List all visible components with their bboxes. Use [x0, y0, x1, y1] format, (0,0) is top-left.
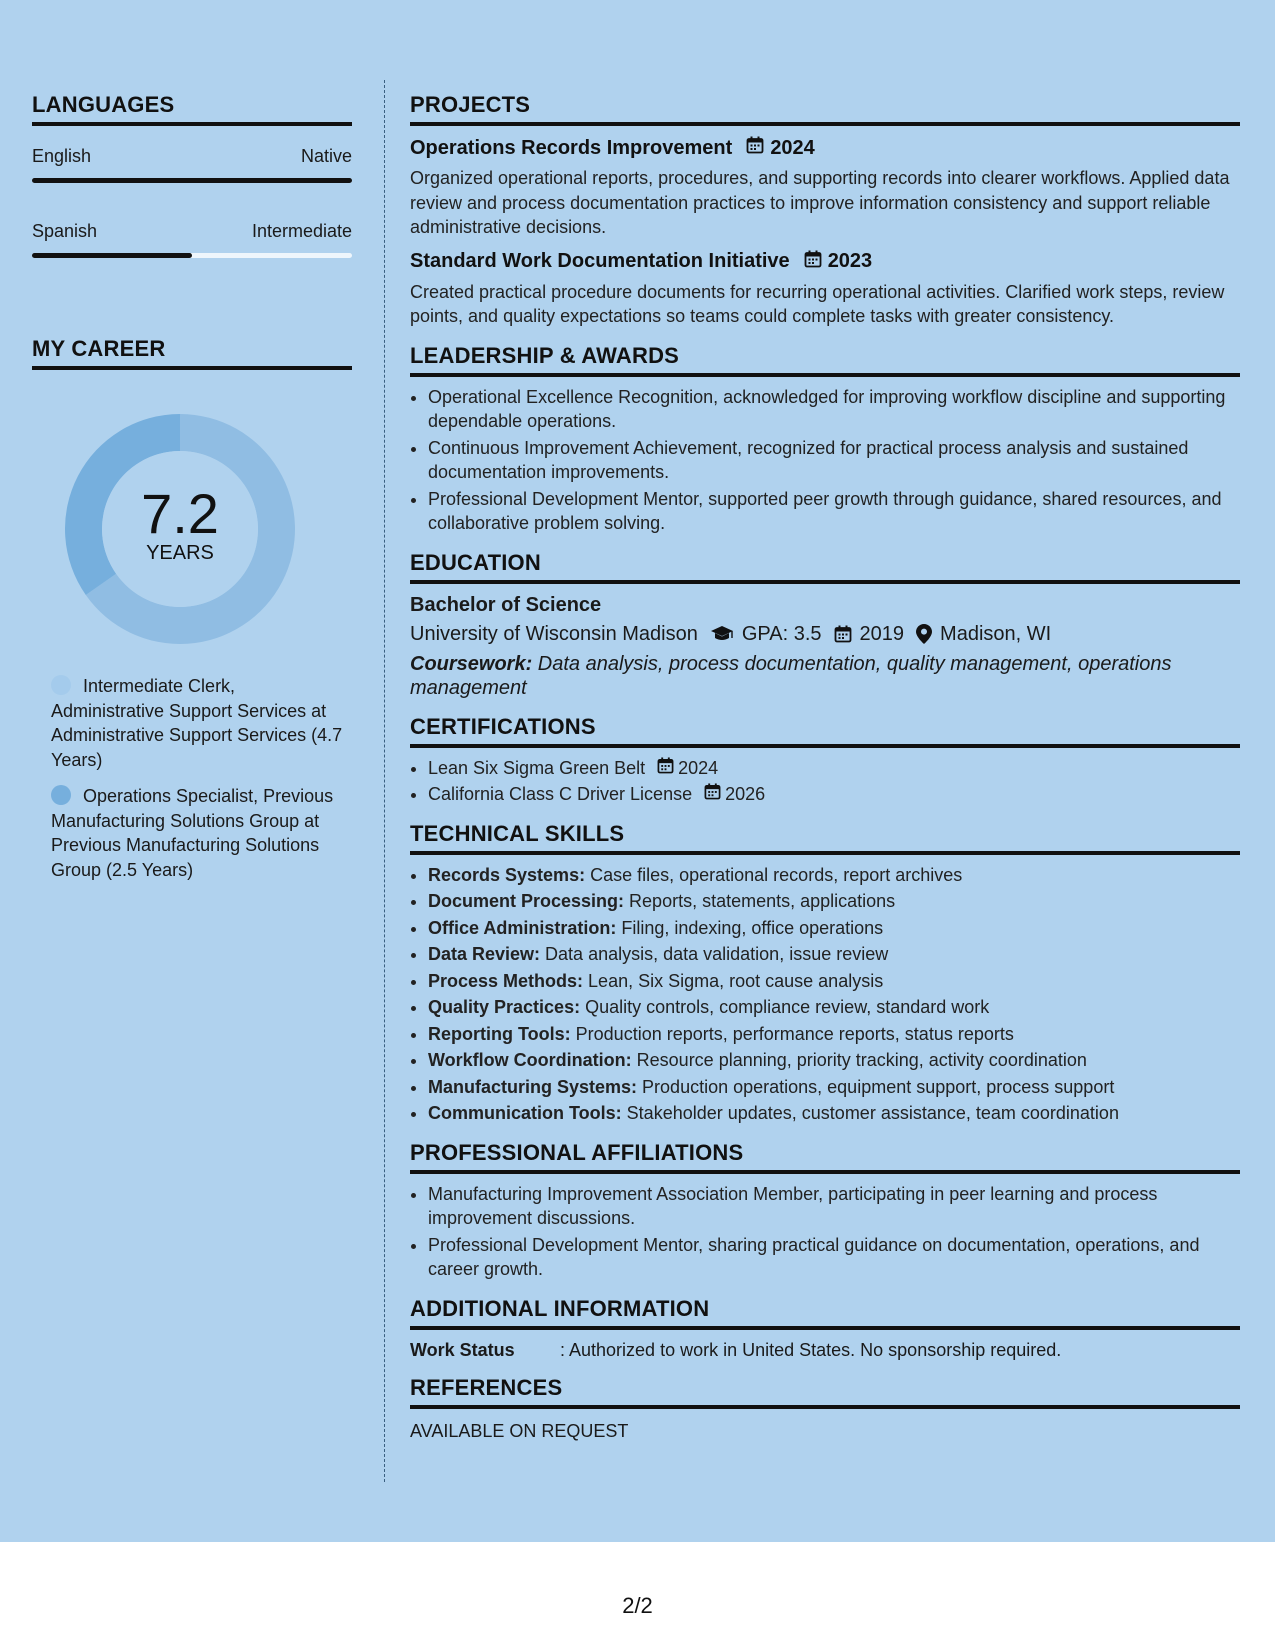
skill-item — [428, 1075, 1240, 1100]
language-english — [32, 146, 352, 183]
skills-title: TECHNICAL SKILLS — [410, 821, 1240, 855]
career-role-text: Intermediate Clerk, Administrative Support Services at Administrative Support Services (4.7 Years) — [51, 676, 343, 770]
language-bar — [32, 178, 352, 183]
language-level: Intermediate — [251, 221, 352, 241]
coursework-text: Data analysis, process documentation, quality management, operations management — [410, 652, 1172, 699]
skill-value: Production reports, performance reports, status reports — [570, 1023, 1014, 1044]
education-location: Madison, WI — [940, 622, 1052, 645]
language-name: Spanish — [32, 221, 98, 241]
skill-value: Filing, indexing, office operations — [616, 917, 884, 938]
award-item: • Operational Excellence Recognition, acknowledged for improving workflow discipline and supporting dependable operations. — [428, 385, 1240, 434]
skill-value: Data analysis, data validation, issue review — [540, 944, 889, 964]
career-legend — [51, 674, 352, 882]
skill-label: Records Systems: — [428, 864, 586, 885]
project-year: 2023 — [827, 250, 873, 272]
calendar-icon — [704, 782, 721, 807]
education-gpa: GPA: 3.5 — [741, 622, 822, 645]
certifications-title: CERTIFICATIONS — [410, 714, 1240, 748]
left-column — [32, 92, 352, 894]
skill-value: Stakeholder updates, customer assistance, team coordination — [621, 1103, 1119, 1123]
calendar-icon — [657, 756, 674, 781]
career-role-text: Operations Specialist, Previous Manufacturing Solutions Group at Previous Manufacturing Solutions Group (2.5 Years) — [51, 786, 334, 880]
calendar-icon — [746, 136, 764, 160]
skills-list — [410, 863, 1240, 1126]
project-item — [410, 136, 1240, 240]
affiliation-item: • Professional Development Mentor, sharing practical guidance on documentation, operations, and career growth. — [428, 1233, 1240, 1282]
languages-title: LANGUAGES — [32, 92, 352, 126]
skill-label: Document Processing: — [428, 891, 625, 911]
references-title: REFERENCES — [410, 1375, 1240, 1409]
career-donut-chart — [65, 414, 295, 644]
education-degree: Bachelor of Science — [410, 593, 602, 616]
graduation-cap-icon — [710, 625, 734, 643]
skill-item — [428, 916, 1240, 941]
skill-label: Quality Practices: — [428, 997, 581, 1017]
awards-list — [410, 385, 1240, 536]
skill-label: Reporting Tools: — [428, 1023, 571, 1044]
skill-value: Case files, operational records, report archives — [585, 864, 963, 885]
page-number: 2/2 — [622, 1593, 653, 1618]
skill-value: Lean, Six Sigma, root cause analysis — [583, 970, 884, 991]
skill-item — [428, 942, 1240, 967]
career-total-years: 7.2 — [141, 482, 219, 545]
skill-item — [428, 1022, 1240, 1047]
skill-value: Production operations, equipment support, process support — [637, 1076, 1115, 1097]
career-legend-item — [51, 784, 352, 882]
project-item — [410, 250, 1240, 329]
projects-title: PROJECTS — [410, 92, 1240, 126]
language-bar-fill — [32, 253, 192, 258]
affiliations-list — [410, 1182, 1240, 1282]
references-text: AVAILABLE ON REQUEST — [410, 1420, 629, 1441]
legend-dot-icon — [51, 785, 71, 805]
certification-item — [428, 756, 1240, 781]
work-status-row — [410, 1340, 1240, 1361]
education-coursework — [410, 652, 1240, 700]
skill-label: Data Review: — [428, 944, 541, 964]
legend-dot-icon — [51, 675, 71, 695]
work-status-value: : Authorized to work in United States. No sponsorship required. — [560, 1339, 1062, 1360]
skill-label: Communication Tools: — [428, 1103, 622, 1123]
language-bar — [32, 253, 352, 258]
certification-year: 2026 — [725, 784, 766, 804]
skill-label: Workflow Coordination: — [428, 1050, 632, 1070]
skill-label: Office Administration: — [428, 917, 617, 938]
skill-item — [428, 995, 1240, 1020]
skill-value: Quality controls, compliance review, standard work — [580, 997, 990, 1017]
skill-value: Reports, statements, applications — [624, 891, 896, 911]
additional-title: ADDITIONAL INFORMATION — [410, 1296, 1240, 1330]
skill-item — [428, 1101, 1240, 1126]
award-item: • Continuous Improvement Achievement, recognized for practical process analysis and sustained documentation improvements. — [428, 436, 1240, 485]
location-pin-icon — [916, 624, 932, 644]
career-title: MY CAREER — [32, 336, 352, 370]
education-school: University of Wisconsin Madison — [410, 622, 698, 645]
calendar-icon — [834, 625, 852, 643]
certification-name: • Lean Six Sigma Green Belt — [428, 757, 646, 778]
language-name: English — [32, 146, 92, 166]
affiliations-title: PROFESSIONAL AFFILIATIONS — [410, 1140, 1240, 1174]
coursework-label: Coursework: — [410, 652, 533, 675]
education-details — [410, 623, 1240, 646]
certifications-list — [410, 756, 1240, 807]
language-bar-fill — [32, 178, 352, 183]
calendar-icon — [804, 250, 822, 274]
column-divider — [384, 80, 385, 1482]
skill-item — [428, 969, 1240, 994]
skill-item — [428, 889, 1240, 914]
skill-item — [428, 863, 1240, 888]
skill-label: Process Methods: — [428, 970, 584, 991]
awards-title: LEADERSHIP & AWARDS — [410, 343, 1240, 377]
affiliation-item: • Manufacturing Improvement Association Member, participating in peer learning and process improvement discussions. — [428, 1182, 1240, 1231]
skill-label: Manufacturing Systems: — [428, 1076, 638, 1097]
skill-value: Resource planning, priority tracking, activity coordination — [631, 1050, 1087, 1070]
project-name: Standard Work Documentation Initiative — [410, 250, 790, 272]
certification-item — [428, 782, 1240, 807]
project-name: Operations Records Improvement — [410, 136, 733, 159]
project-description: Organized operational reports, procedures, and supporting records into clearer workflows. Applied data review and process documentation practices to improve information consistency and support reliable administrative decisions. — [410, 168, 1230, 237]
skill-item — [428, 1048, 1240, 1073]
career-legend-item — [51, 674, 352, 772]
language-level: Native — [300, 146, 352, 166]
education-year: 2019 — [859, 622, 905, 645]
language-spanish — [32, 221, 352, 258]
work-status-label: Work Status — [410, 1339, 515, 1360]
certification-name: • California Class C Driver License — [428, 784, 693, 804]
certification-year: 2024 — [678, 757, 719, 778]
award-item: • Professional Development Mentor, supported peer growth through guidance, shared resources, and collaborative problem solving. — [428, 487, 1240, 536]
right-column — [410, 92, 1240, 1442]
project-description: Created practical procedure documents for recurring operational activities. Clarified work steps, review points, and quality expectations so teams could complete tasks with greater consistency. — [410, 281, 1225, 326]
education-title: EDUCATION — [410, 550, 1240, 584]
career-years-unit: YEARS — [146, 542, 214, 564]
project-year: 2024 — [770, 136, 815, 159]
